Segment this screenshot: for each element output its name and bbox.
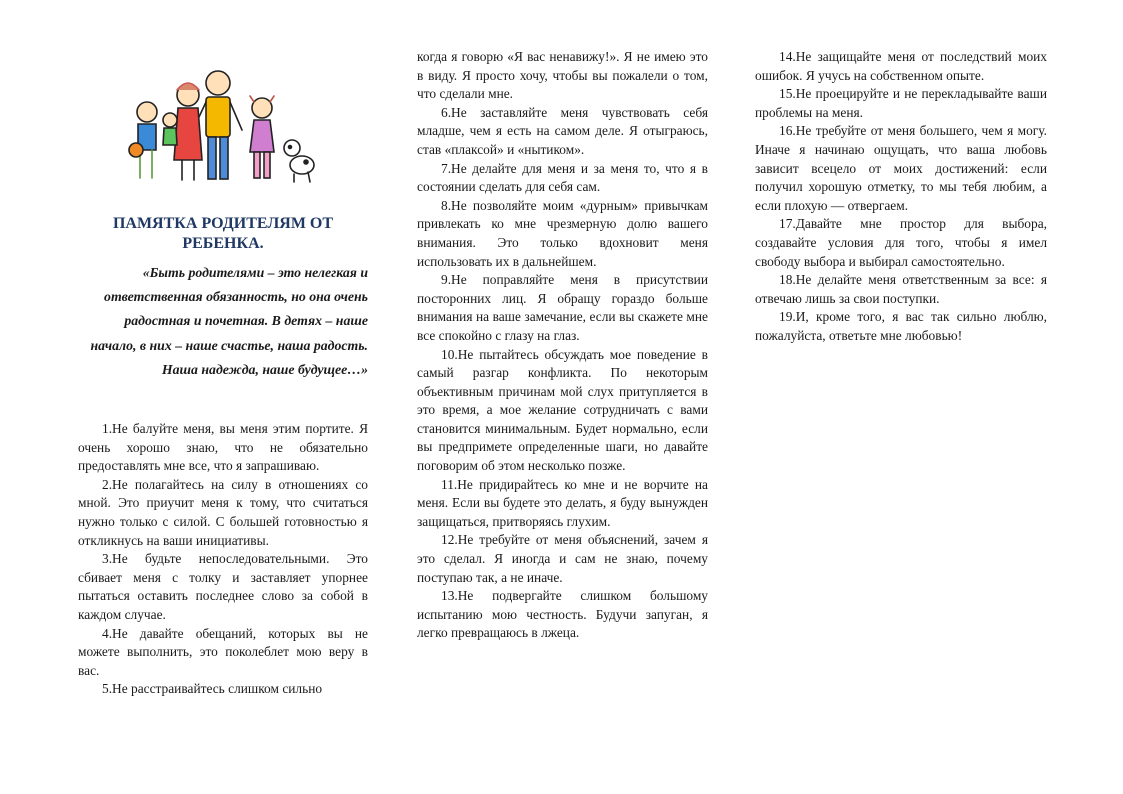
epigraph-quote: «Быть родителями – это нелегкая и ответственная обязанность, но она очень радостная и почетная. В детях – наше начало, в них – наше счастье, наша радость. Наша надежда, наше будущее…»	[90, 265, 368, 377]
rule-item: 8.Не позволяйте моим «дурным» привычкам привлекать ко мне чрезмерную долю вашего внимания. Это только вдохновит меня использовать их в дальнейшем.	[417, 197, 708, 269]
family-drawing-icon	[122, 50, 322, 200]
rules-list-1	[78, 420, 368, 699]
rule-item: 18.Не делайте меня ответственным за все: я отвечаю лишь за свои поступки.	[755, 272, 1047, 306]
rule-item: 1.Не балуйте меня, вы меня этим портите. Я очень хорошо знаю, что не обязательно предоставлять мне все, что я запрашиваю.	[78, 421, 368, 474]
rule-item: 19.И, кроме того, я вас так сильно люблю, пожалуйста, ответьте мне любовью!	[755, 309, 1047, 343]
rule-item: 6.Не заставляйте меня чувствовать себя младше, чем я есть на самом деле. Я отыграюсь, став «плаксой» и «нытиком».	[417, 104, 708, 157]
rule-item: 3.Не будьте непоследовательными. Это сбивает меня с толку и заставляет упорнее пытаться оставить последнее слово за собой в каждом случае.	[78, 551, 368, 622]
rule-item: 2.Не полагайтесь на силу в отношениях со мной. Это приучит меня к тому, что считаться нужно только с силой. С большей готовностью я откликнусь на ваши инициативы.	[78, 476, 368, 548]
column-2	[417, 48, 708, 643]
column-1	[78, 40, 368, 699]
rule-item: 12.Не требуйте от меня объяснений, зачем я это сделал. Я иногда и сам не знаю, почему поступаю так, а не иначе.	[417, 532, 708, 585]
rule-item: 15.Не проецируйте и не перекладывайте ваши проблемы на меня.	[755, 86, 1047, 120]
rule-item: 4.Не давайте обещаний, которых вы не можете выполнить, это поколеблет мою веру в вас.	[78, 625, 368, 678]
rule-item: 13.Не подвергайте слишком большому испытанию мою честность. Будучи запуган, я легко превращаюсь в лжеца.	[417, 588, 708, 641]
rule-item: 17.Давайте мне простор для выбора, создавайте условия для того, чтобы я имел свободу выбора и выбирал самостоятельно.	[755, 216, 1047, 269]
rule-item: 16.Не требуйте от меня большего, чем я могу. Иначе я начинаю ощущать, что ваша любовь зависит всецело от моих достижений: если получил хорошую отметку, то мы тебя любим, а если плохую — отвергаем.	[755, 123, 1047, 213]
rule-continuation: когда я говорю «Я вас ненавижу!». Я не имею это в виду. Я просто хочу, чтобы вы пожалели о том, что сделали мне.	[417, 49, 708, 102]
rule-item: 11.Не придирайтесь ко мне и не ворчите на меня. Если вы будете это делать, я буду вынужден защищаться, притворяясь глухим.	[417, 476, 708, 529]
rule-item: 5.Не расстраивайтесь слишком сильно	[102, 681, 323, 697]
rule-item: 10.Не пытайтесь обсуждать мое поведение в самый разгар конфликта. По некоторым объективным причинам мой слух притупляется в это время, а мое желание сотрудничать с вами становится минимальным. Будет нормально, если вы предпримете определенные шаги, но давайте поговорим об этом несколько позже.	[417, 346, 708, 474]
rule-item: 7.Не делайте для меня и за меня то, что я в состоянии сделать для себя сам.	[417, 160, 708, 195]
column-3	[755, 48, 1047, 346]
rule-item: 9.Не поправляйте меня в присутствии посторонних лиц. Я обращу гораздо больше внимания на ваше замечание, если вы скажете мне все спокойно с глазу на глаз.	[417, 272, 708, 343]
rule-item: 14.Не защищайте меня от последствий моих ошибок. Я учусь на собственном опыте.	[755, 49, 1047, 83]
page-title: ПАМЯТКА РОДИТЕЛЯМ ОТ РЕБЕНКА.	[112, 215, 334, 252]
